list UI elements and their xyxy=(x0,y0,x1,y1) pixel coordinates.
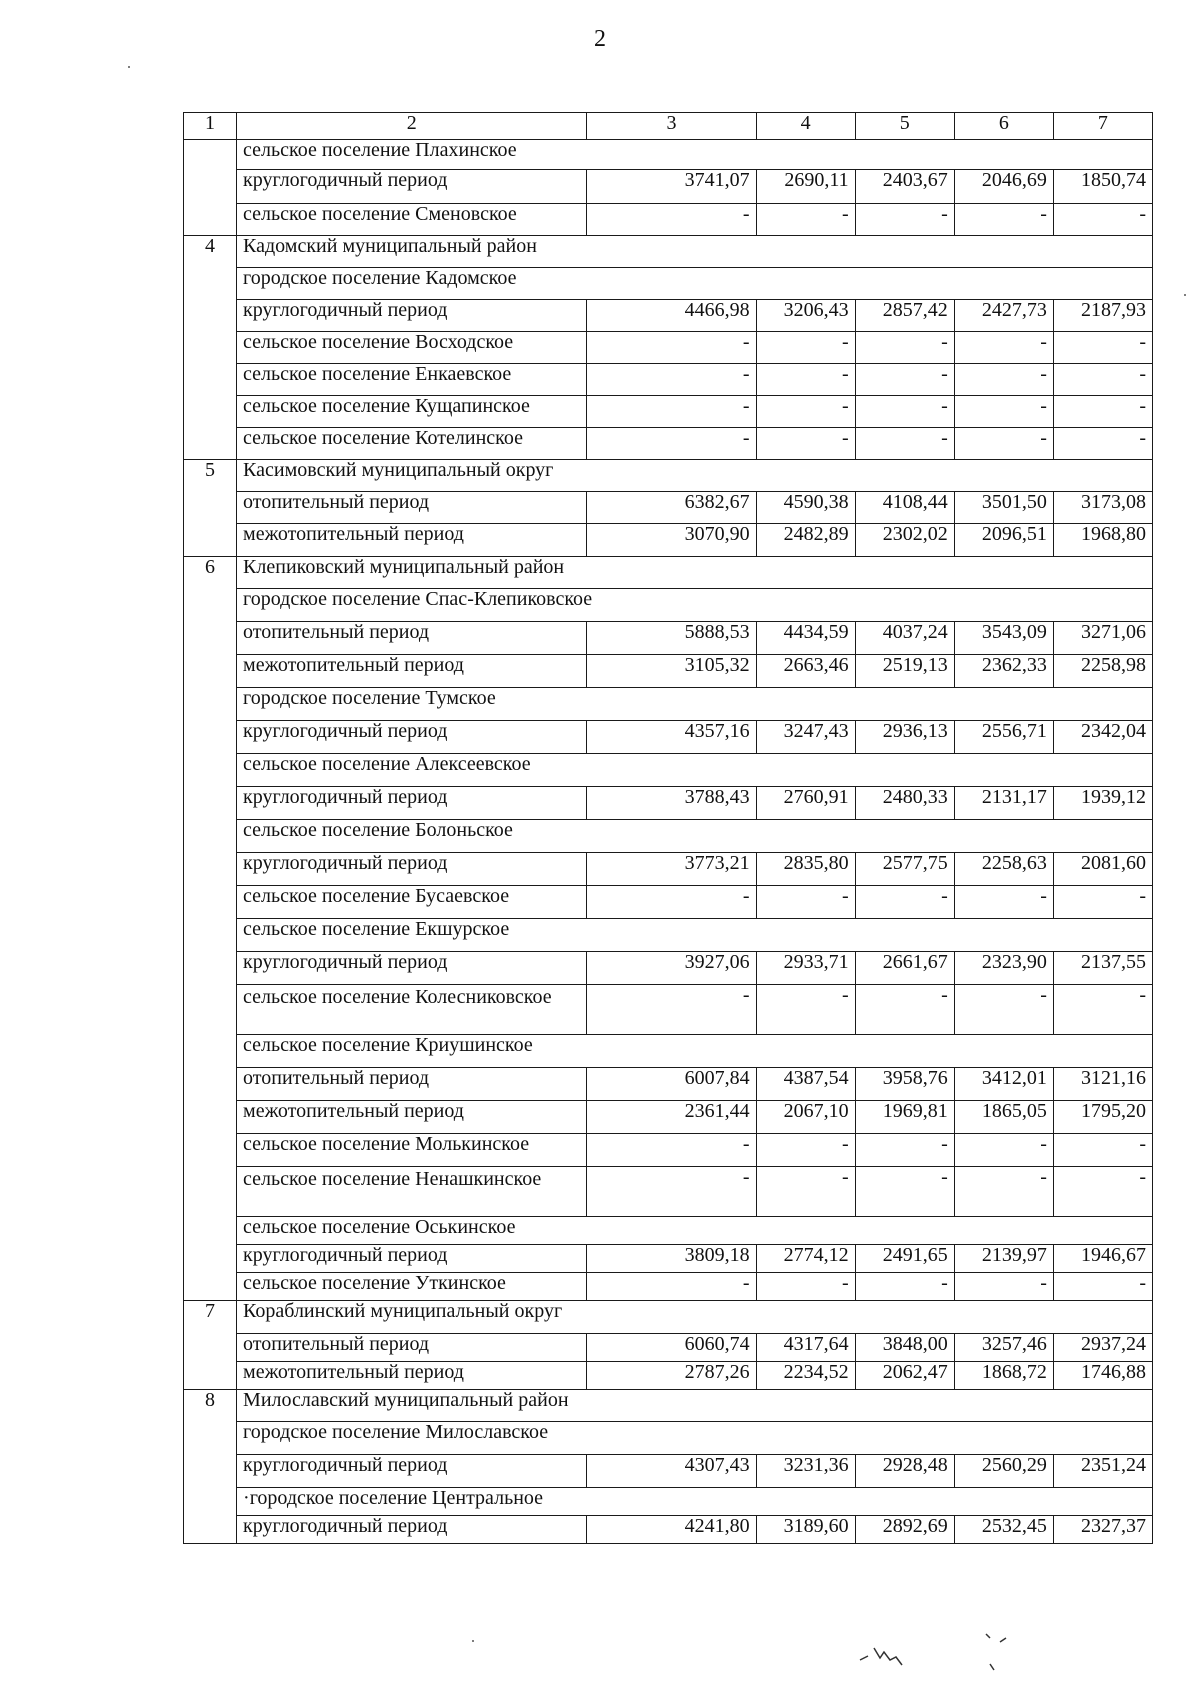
value-cell: 2556,71 xyxy=(954,721,1053,754)
row-label-cell: круглогодичный период xyxy=(237,952,587,985)
value-cell: - xyxy=(954,428,1053,460)
section-heading-cell: Милославский муниципальный район xyxy=(237,1390,1153,1422)
row-label-cell: сельское поселение Ненашкинское xyxy=(237,1167,587,1217)
table-row xyxy=(184,1390,1153,1422)
value-cell: - xyxy=(587,396,756,428)
section-heading-cell: городское поселение Кадомское xyxy=(237,268,1153,300)
table-row xyxy=(184,721,1153,754)
section-heading-cell: Кораблинский муниципальный округ xyxy=(237,1301,1153,1334)
table-row xyxy=(184,140,1153,170)
value-cell: 2933,71 xyxy=(756,952,855,985)
value-cell: 5888,53 xyxy=(587,622,756,655)
section-heading-cell: сельское поселение Криушинское xyxy=(237,1035,1153,1068)
table-row xyxy=(184,985,1153,1035)
value-cell: 4108,44 xyxy=(855,492,954,524)
row-number-cell: 5 xyxy=(184,460,237,557)
row-number-cell: 7 xyxy=(184,1301,237,1390)
value-cell: - xyxy=(587,1273,756,1301)
table-row xyxy=(184,622,1153,655)
value-cell: 3271,06 xyxy=(1053,622,1152,655)
row-number-cell: 4 xyxy=(184,236,237,460)
value-cell: 2137,55 xyxy=(1053,952,1152,985)
value-cell: 1969,81 xyxy=(855,1101,954,1134)
table-row xyxy=(184,557,1153,589)
table-row xyxy=(184,655,1153,688)
value-cell: 2928,48 xyxy=(855,1455,954,1488)
value-cell: - xyxy=(954,1273,1053,1301)
row-label-cell: межотопительный период xyxy=(237,1362,587,1390)
value-cell: - xyxy=(1053,332,1152,364)
value-cell: 1850,74 xyxy=(1053,170,1152,204)
value-cell: 3501,50 xyxy=(954,492,1053,524)
table-row xyxy=(184,1362,1153,1390)
value-cell: 2351,24 xyxy=(1053,1455,1152,1488)
section-heading-cell: сельское поселение Болоньское xyxy=(237,820,1153,853)
value-cell: 2937,24 xyxy=(1053,1334,1152,1362)
value-cell: 2835,80 xyxy=(756,853,855,886)
value-cell: - xyxy=(756,985,855,1035)
section-heading-cell: Касимовский муниципальный округ xyxy=(237,460,1153,492)
row-label-cell: отопительный период xyxy=(237,492,587,524)
value-cell: 3189,60 xyxy=(756,1516,855,1544)
value-cell: 2062,47 xyxy=(855,1362,954,1390)
value-cell: - xyxy=(954,204,1053,236)
column-header: 4 xyxy=(756,113,855,140)
value-cell: 3809,18 xyxy=(587,1245,756,1273)
table-row xyxy=(184,820,1153,853)
value-cell: 3121,16 xyxy=(1053,1068,1152,1101)
value-cell: - xyxy=(855,1167,954,1217)
value-cell: 3927,06 xyxy=(587,952,756,985)
value-cell: - xyxy=(587,332,756,364)
table-row xyxy=(184,524,1153,557)
value-cell: 2131,17 xyxy=(954,787,1053,820)
value-cell: 4357,16 xyxy=(587,721,756,754)
value-cell: 2096,51 xyxy=(954,524,1053,557)
row-label-cell: круглогодичный период xyxy=(237,300,587,332)
value-cell: 3412,01 xyxy=(954,1068,1053,1101)
value-cell: 1795,20 xyxy=(1053,1101,1152,1134)
value-cell: 4307,43 xyxy=(587,1455,756,1488)
value-cell: - xyxy=(855,204,954,236)
value-cell: - xyxy=(1053,985,1152,1035)
value-cell: - xyxy=(1053,886,1152,919)
value-cell: - xyxy=(1053,396,1152,428)
value-cell: - xyxy=(587,428,756,460)
table-row xyxy=(184,1245,1153,1273)
value-cell: 4317,64 xyxy=(756,1334,855,1362)
value-cell: 2362,33 xyxy=(954,655,1053,688)
table-row xyxy=(184,1167,1153,1217)
value-cell: - xyxy=(1053,428,1152,460)
section-heading-cell: сельское поселение Алексеевское xyxy=(237,754,1153,787)
value-cell: 3773,21 xyxy=(587,853,756,886)
value-cell: 3543,09 xyxy=(954,622,1053,655)
table-row xyxy=(184,853,1153,886)
column-header: 1 xyxy=(184,113,237,140)
row-label-cell: межотопительный период xyxy=(237,524,587,557)
value-cell: 2323,90 xyxy=(954,952,1053,985)
table-row xyxy=(184,1334,1153,1362)
value-cell: 2427,73 xyxy=(954,300,1053,332)
row-label-cell: сельское поселение Восходское xyxy=(237,332,587,364)
value-cell: - xyxy=(756,886,855,919)
value-cell: 6060,74 xyxy=(587,1334,756,1362)
value-cell: 2258,98 xyxy=(1053,655,1152,688)
section-heading-cell: сельское поселение Плахинское xyxy=(237,140,1153,170)
row-label-cell: сельское поселение Колесниковское xyxy=(237,985,587,1035)
signature-scribble xyxy=(840,1620,1030,1680)
value-cell: 2482,89 xyxy=(756,524,855,557)
row-number-cell: 6 xyxy=(184,557,237,1301)
section-heading-cell: Клепиковский муниципальный район xyxy=(237,557,1153,589)
section-heading-cell: сельское поселение Екшурское xyxy=(237,919,1153,952)
value-cell: 2787,26 xyxy=(587,1362,756,1390)
row-label-cell: отопительный период xyxy=(237,622,587,655)
table-row xyxy=(184,428,1153,460)
value-cell: - xyxy=(855,332,954,364)
value-cell: 2342,04 xyxy=(1053,721,1152,754)
value-cell: 4387,54 xyxy=(756,1068,855,1101)
value-cell: 2857,42 xyxy=(855,300,954,332)
value-cell: - xyxy=(1053,204,1152,236)
table-row xyxy=(184,688,1153,721)
value-cell: - xyxy=(756,204,855,236)
value-cell: 2403,67 xyxy=(855,170,954,204)
table-row xyxy=(184,1035,1153,1068)
value-cell: 2234,52 xyxy=(756,1362,855,1390)
row-label-cell: отопительный период xyxy=(237,1334,587,1362)
value-cell: - xyxy=(587,886,756,919)
value-cell: - xyxy=(1053,1273,1152,1301)
table-row xyxy=(184,268,1153,300)
value-cell: 2560,29 xyxy=(954,1455,1053,1488)
table-row xyxy=(184,204,1153,236)
value-cell: 2663,46 xyxy=(756,655,855,688)
row-label-cell: сельское поселение Бусаевское xyxy=(237,886,587,919)
section-heading-cell: городское поселение Милославское xyxy=(237,1422,1153,1455)
table-row xyxy=(184,1068,1153,1101)
value-cell: - xyxy=(756,1167,855,1217)
value-cell: 2936,13 xyxy=(855,721,954,754)
table-row xyxy=(184,952,1153,985)
row-label-cell: круглогодичный период xyxy=(237,1245,587,1273)
value-cell: - xyxy=(954,332,1053,364)
table-row xyxy=(184,754,1153,787)
value-cell: 3788,43 xyxy=(587,787,756,820)
row-label-cell: сельское поселение Уткинское xyxy=(237,1273,587,1301)
scan-speck xyxy=(472,1640,474,1642)
row-label-cell: отопительный период xyxy=(237,1068,587,1101)
row-label-cell: круглогодичный период xyxy=(237,787,587,820)
section-heading-cell: городское поселение Спас-Клепиковское xyxy=(237,589,1153,622)
value-cell: 2081,60 xyxy=(1053,853,1152,886)
value-cell: - xyxy=(954,396,1053,428)
value-cell: 4466,98 xyxy=(587,300,756,332)
table-row xyxy=(184,460,1153,492)
section-heading-cell: сельское поселение Оськинское xyxy=(237,1217,1153,1245)
value-cell: 4037,24 xyxy=(855,622,954,655)
table-row xyxy=(184,919,1153,952)
row-label-cell: круглогодичный период xyxy=(237,1455,587,1488)
value-cell: 2690,11 xyxy=(756,170,855,204)
value-cell: - xyxy=(756,428,855,460)
table-header-row xyxy=(184,113,1153,140)
row-label-cell: межотопительный период xyxy=(237,1101,587,1134)
value-cell: 1868,72 xyxy=(954,1362,1053,1390)
value-cell: - xyxy=(855,1134,954,1167)
value-cell: - xyxy=(587,204,756,236)
scan-speck xyxy=(1184,294,1186,296)
value-cell: 1865,05 xyxy=(954,1101,1053,1134)
value-cell: 2327,37 xyxy=(1053,1516,1152,1544)
row-label-cell: круглогодичный период xyxy=(237,853,587,886)
column-header: 5 xyxy=(855,113,954,140)
table-row xyxy=(184,1217,1153,1245)
table-row xyxy=(184,332,1153,364)
value-cell: 3231,36 xyxy=(756,1455,855,1488)
table-row xyxy=(184,589,1153,622)
table-row xyxy=(184,1516,1153,1544)
table-row xyxy=(184,1422,1153,1455)
value-cell: 1968,80 xyxy=(1053,524,1152,557)
row-label-cell: сельское поселение Сменовское xyxy=(237,204,587,236)
value-cell: 2139,97 xyxy=(954,1245,1053,1273)
value-cell: - xyxy=(756,364,855,396)
section-heading-cell: городское поселение Тумское xyxy=(237,688,1153,721)
value-cell: - xyxy=(855,428,954,460)
row-label-cell: сельское поселение Енкаевское xyxy=(237,364,587,396)
value-cell: 2258,63 xyxy=(954,853,1053,886)
value-cell: 1746,88 xyxy=(1053,1362,1152,1390)
value-cell: - xyxy=(587,364,756,396)
table-row xyxy=(184,396,1153,428)
value-cell: - xyxy=(855,985,954,1035)
value-cell: - xyxy=(587,985,756,1035)
value-cell: 2480,33 xyxy=(855,787,954,820)
value-cell: - xyxy=(756,332,855,364)
table-row xyxy=(184,236,1153,268)
row-label-cell: круглогодичный период xyxy=(237,170,587,204)
row-label-cell: сельское поселение Котелинское xyxy=(237,428,587,460)
value-cell: 1946,67 xyxy=(1053,1245,1152,1273)
value-cell: 2760,91 xyxy=(756,787,855,820)
value-cell: - xyxy=(587,1134,756,1167)
value-cell: - xyxy=(855,364,954,396)
value-cell: 4434,59 xyxy=(756,622,855,655)
column-header: 6 xyxy=(954,113,1053,140)
value-cell: - xyxy=(954,1134,1053,1167)
scan-speck xyxy=(128,66,130,68)
column-header: 2 xyxy=(237,113,587,140)
value-cell: - xyxy=(1053,1167,1152,1217)
value-cell: 4590,38 xyxy=(756,492,855,524)
value-cell: 4241,80 xyxy=(587,1516,756,1544)
table-row xyxy=(184,1101,1153,1134)
row-label-cell: сельское поселение Молькинское xyxy=(237,1134,587,1167)
value-cell: - xyxy=(954,1167,1053,1217)
value-cell: 3105,32 xyxy=(587,655,756,688)
value-cell: - xyxy=(1053,1134,1152,1167)
value-cell: 3257,46 xyxy=(954,1334,1053,1362)
table-row xyxy=(184,170,1153,204)
value-cell: - xyxy=(855,1273,954,1301)
tariff-table xyxy=(183,112,1153,1544)
section-heading-cell: Кадомский муниципальный район xyxy=(237,236,1153,268)
value-cell: 2067,10 xyxy=(756,1101,855,1134)
value-cell: - xyxy=(1053,364,1152,396)
value-cell: 3173,08 xyxy=(1053,492,1152,524)
value-cell: - xyxy=(954,886,1053,919)
value-cell: 3958,76 xyxy=(855,1068,954,1101)
row-label-cell: круглогодичный период xyxy=(237,721,587,754)
column-header: 3 xyxy=(587,113,756,140)
row-label-cell: сельское поселение Кущапинское xyxy=(237,396,587,428)
row-label-cell: межотопительный период xyxy=(237,655,587,688)
table-row xyxy=(184,1301,1153,1334)
value-cell: - xyxy=(587,1167,756,1217)
value-cell: - xyxy=(756,1134,855,1167)
value-cell: 2661,67 xyxy=(855,952,954,985)
value-cell: 2491,65 xyxy=(855,1245,954,1273)
value-cell: - xyxy=(756,1273,855,1301)
value-cell: 2519,13 xyxy=(855,655,954,688)
value-cell: 1939,12 xyxy=(1053,787,1152,820)
value-cell: 2187,93 xyxy=(1053,300,1152,332)
table-row xyxy=(184,300,1153,332)
row-number-cell xyxy=(184,140,237,236)
value-cell: 2774,12 xyxy=(756,1245,855,1273)
value-cell: 2532,45 xyxy=(954,1516,1053,1544)
page-number: 2 xyxy=(594,26,606,52)
value-cell: 6007,84 xyxy=(587,1068,756,1101)
column-header: 7 xyxy=(1053,113,1152,140)
table-row xyxy=(184,1488,1153,1516)
value-cell: 3848,00 xyxy=(855,1334,954,1362)
table-row xyxy=(184,886,1153,919)
table-row xyxy=(184,1455,1153,1488)
value-cell: - xyxy=(954,364,1053,396)
value-cell: - xyxy=(954,985,1053,1035)
value-cell: - xyxy=(855,396,954,428)
value-cell: 3206,43 xyxy=(756,300,855,332)
value-cell: 2361,44 xyxy=(587,1101,756,1134)
value-cell: - xyxy=(855,886,954,919)
value-cell: - xyxy=(756,396,855,428)
value-cell: 3070,90 xyxy=(587,524,756,557)
row-label-cell: круглогодичный период xyxy=(237,1516,587,1544)
table-row xyxy=(184,492,1153,524)
table-row xyxy=(184,1273,1153,1301)
value-cell: 2577,75 xyxy=(855,853,954,886)
value-cell: 2302,02 xyxy=(855,524,954,557)
value-cell: 2892,69 xyxy=(855,1516,954,1544)
value-cell: 3247,43 xyxy=(756,721,855,754)
row-number-cell: 8 xyxy=(184,1390,237,1544)
section-heading-cell: ·городское поселение Центральное xyxy=(237,1488,1153,1516)
table-row xyxy=(184,787,1153,820)
value-cell: 6382,67 xyxy=(587,492,756,524)
value-cell: 2046,69 xyxy=(954,170,1053,204)
value-cell: 3741,07 xyxy=(587,170,756,204)
table-row xyxy=(184,364,1153,396)
table-row xyxy=(184,1134,1153,1167)
